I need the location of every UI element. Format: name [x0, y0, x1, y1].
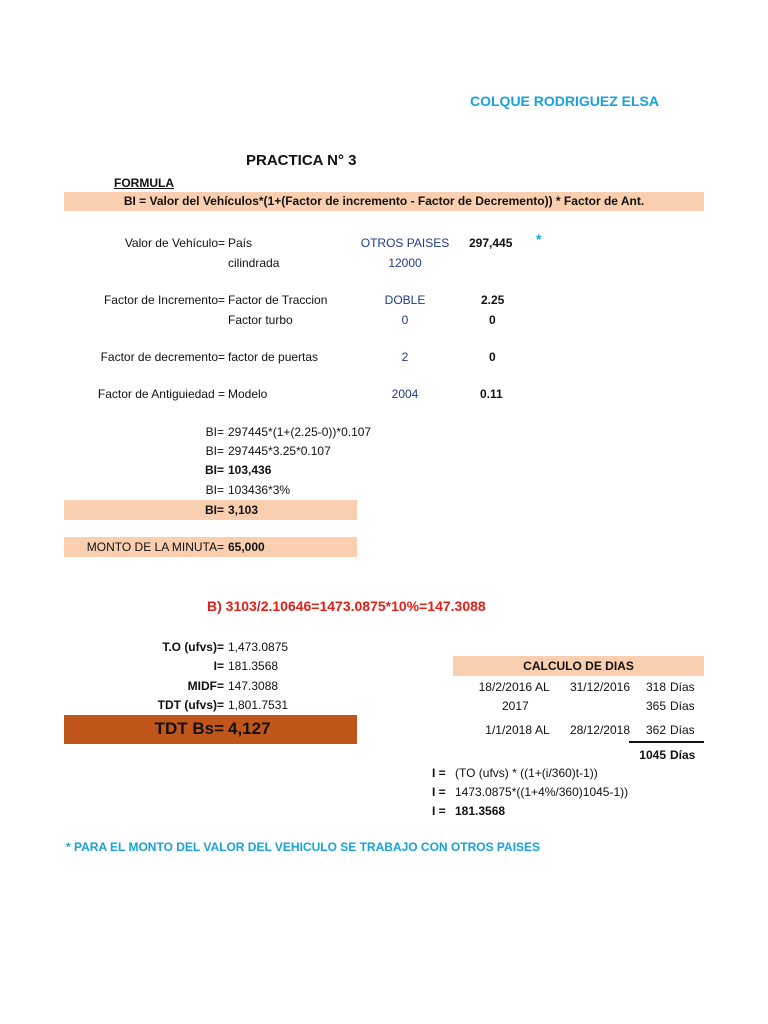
interest-substitution: 1473.0875*((1+4%/360)1045-1)) [455, 785, 629, 799]
row-option: 2 [401, 350, 409, 364]
interest-result: 181.3568 [455, 804, 506, 818]
dias-to: 28/12/2018 [569, 723, 630, 737]
row-value: 0 [489, 350, 496, 364]
summary-value: 1,801.7531 [228, 698, 289, 712]
summary-label: T.O (ufvs)= [162, 640, 224, 654]
page-title: PRACTICA N° 3 [246, 152, 357, 169]
bi-label: BI= [205, 483, 224, 497]
dias-count: 365 [645, 699, 666, 713]
row-option: 0 [401, 313, 409, 327]
bi-label: BI= [204, 503, 224, 517]
summary-label: TDT (ufvs)= [157, 698, 224, 712]
tdt-bs-value: 4,127 [228, 719, 271, 738]
dias-unit: Días [670, 680, 695, 694]
asterisk-mark: * [536, 231, 542, 247]
dias-count: 318 [645, 680, 666, 694]
row-label: Factor de Antiguiedad = [97, 387, 225, 401]
dias-from: 2017 [502, 699, 529, 713]
summary-label: MIDF= [187, 679, 224, 693]
row-option: 12000 [388, 256, 422, 270]
row-item: Factor de Traccion [228, 293, 328, 307]
interest-formula: (TO (ufvs) * ((1+(i/360)t-1)) [455, 766, 598, 780]
dias-unit: Días [670, 723, 695, 737]
dias-to: 31/12/2016 [569, 680, 630, 694]
row-item: Modelo [228, 387, 268, 401]
dias-from: 18/2/2016 [478, 680, 532, 694]
footnote: * PARA EL MONTO DEL VALOR DEL VEHICULO SE TRABAJO CON OTROS PAISES [66, 840, 541, 854]
summary-value: 1,473.0875 [228, 640, 289, 654]
row-label: Factor de Incremento= [103, 293, 225, 307]
bi-label: BI= [205, 425, 224, 439]
bi-value: 103436*3% [228, 483, 291, 497]
summary-value: 147.3088 [228, 679, 279, 693]
row-item: cilindrada [228, 256, 280, 270]
row-value: 0 [489, 313, 496, 327]
dias-count: 362 [645, 723, 666, 737]
interest-label: I = [432, 785, 446, 799]
dias-unit: Días [670, 699, 695, 713]
interest-label: I = [432, 766, 446, 780]
row-value: 2.25 [481, 293, 505, 307]
dias-total: 1045 [639, 748, 666, 762]
formula-label: FORMULA [114, 176, 174, 190]
row-label: Valor de Vehículo= [124, 236, 225, 250]
row-value: 297,445 [469, 236, 513, 250]
row-option: OTROS PAISES [360, 236, 450, 250]
formula-text: BI = Valor del Vehículos*(1+(Factor de incremento - Factor de Decremento)) * Factor de Ant. [123, 194, 645, 208]
row-label: Factor de decremento= [100, 350, 225, 364]
row-option: DOBLE [384, 293, 426, 307]
bi-result: 3,103 [228, 503, 259, 517]
bi-value: 297445*3.25*0.107 [228, 444, 331, 458]
minuta-value: 65,000 [228, 540, 265, 554]
summary-label: I= [213, 659, 224, 673]
dias-title: CALCULO DE DIAS [523, 659, 634, 673]
dias-al: AL [535, 680, 550, 694]
row-option: 2004 [391, 387, 419, 401]
dias-al: AL [535, 723, 550, 737]
row-item: Factor turbo [228, 313, 293, 327]
summary-value: 181.3568 [228, 659, 279, 673]
author-name: COLQUE RODRIGUEZ ELSA [470, 93, 660, 109]
row-value: 0.11 [480, 387, 503, 401]
row-item: factor de puertas [228, 350, 319, 364]
dias-total-unit: Días [670, 748, 696, 762]
bi-label: BI= [204, 463, 224, 477]
dias-from: 1/1/2018 [485, 723, 532, 737]
tdt-bs-label: TDT Bs= [154, 719, 224, 738]
minuta-label: MONTO DE LA MINUTA= [86, 540, 224, 554]
bi-value: 103,436 [228, 463, 272, 477]
row-item: País [228, 236, 253, 250]
section-b-formula: B) 3103/2.10646=1473.0875*10%=147.3088 [207, 598, 486, 614]
bi-label: BI= [205, 444, 224, 458]
dias-total-rule [629, 741, 704, 743]
bi-value: 297445*(1+(2.25-0))*0.107 [228, 425, 372, 439]
interest-label: I = [432, 804, 446, 818]
